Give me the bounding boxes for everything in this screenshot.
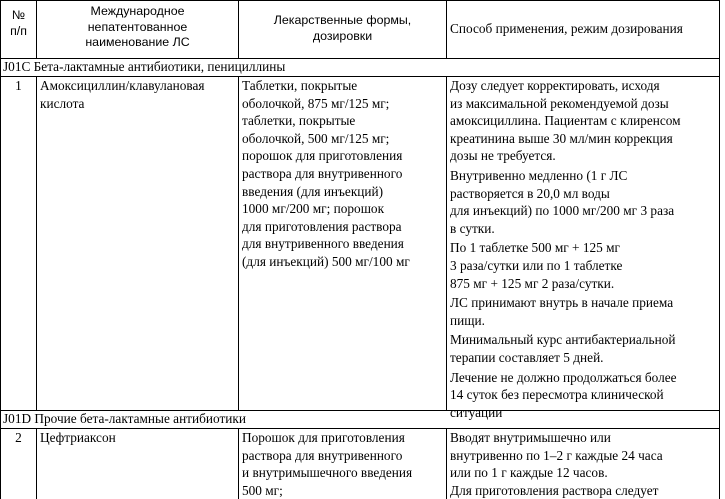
drug-usage: [450, 77, 718, 421]
header-forms: Лекарственные формы, дозировки: [273, 13, 412, 43]
table-border-right: [719, 0, 720, 499]
drug-usage: Вводят внутримышечно или внутривенно по 1–2 г каждые 24 часа или по 1 г каждые 12 часов. Для приготовления раствора следует: [450, 430, 663, 498]
usage-paragraph: Лечение не должно продолжаться более 14 суток без пересмотра клинической ситуации: [450, 369, 677, 420]
usage-paragraph: Внутривенно медленно (1 г ЛС растворяется в 20,0 мл воды для инъекций) по 1000 мг/200 мг 3 раза в сутки.: [450, 167, 675, 236]
drug-name: Цефтриаксон: [40, 430, 116, 445]
header-num: № п/п: [10, 8, 27, 38]
col-divider-1: [36, 428, 37, 499]
col-divider-2: [238, 428, 239, 499]
row-number: 2: [15, 430, 22, 445]
drug-forms: Таблетки, покрытые оболочкой, 875 мг/125 мг; таблетки, покрытые оболочкой, 500 мг/125 мг; порошок для приготовления раствора для внутривенного введения (для инъекций) 1000 мг/200 мг; порошок для приготовления раствора для внутривенного введения (для инъекций) 500 мг/100 мг: [242, 78, 410, 269]
section-title: J01D Прочие бета-лактамные антибиотики: [3, 411, 246, 426]
col-divider-1: [36, 76, 37, 410]
drug-forms: Порошок для приготовления раствора для внутривенного и внутримышечного введения 500 мг;: [242, 430, 413, 498]
row-number: 1: [15, 78, 22, 93]
usage-paragraph: Минимальный курс антибактериальной терапии составляет 5 дней.: [450, 332, 676, 365]
usage-paragraph: ЛС принимают внутрь в начале приема пищи.: [450, 295, 674, 328]
col-divider-2: [238, 76, 239, 410]
table-border-top: [0, 0, 720, 1]
header-inn: Международное непатентованное наименование ЛС: [85, 4, 190, 49]
col-divider-3: [446, 76, 447, 410]
section-title: J01C Бета-лактамные антибиотики, пенициллины: [3, 59, 286, 74]
col-divider-3: [446, 0, 447, 58]
table-border-left: [0, 0, 1, 499]
header-usage: Способ применения, режим дозирования: [450, 21, 683, 36]
usage-paragraph: Дозу следует корректировать, исходя из максимальной рекомендуемой дозы амоксициллина. Пациентам с клиренсом креатинина выше 30 мл/мин коррекция дозы не требуется.: [450, 78, 681, 164]
drug-name: Амоксициллин/клавулановая кислота: [40, 78, 205, 111]
col-divider-3: [446, 428, 447, 499]
usage-paragraph: По 1 таблетке 500 мг + 125 мг 3 раза/сутки или по 1 таблетке 875 мг + 125 мг 2 раза/сутки.: [450, 240, 623, 291]
